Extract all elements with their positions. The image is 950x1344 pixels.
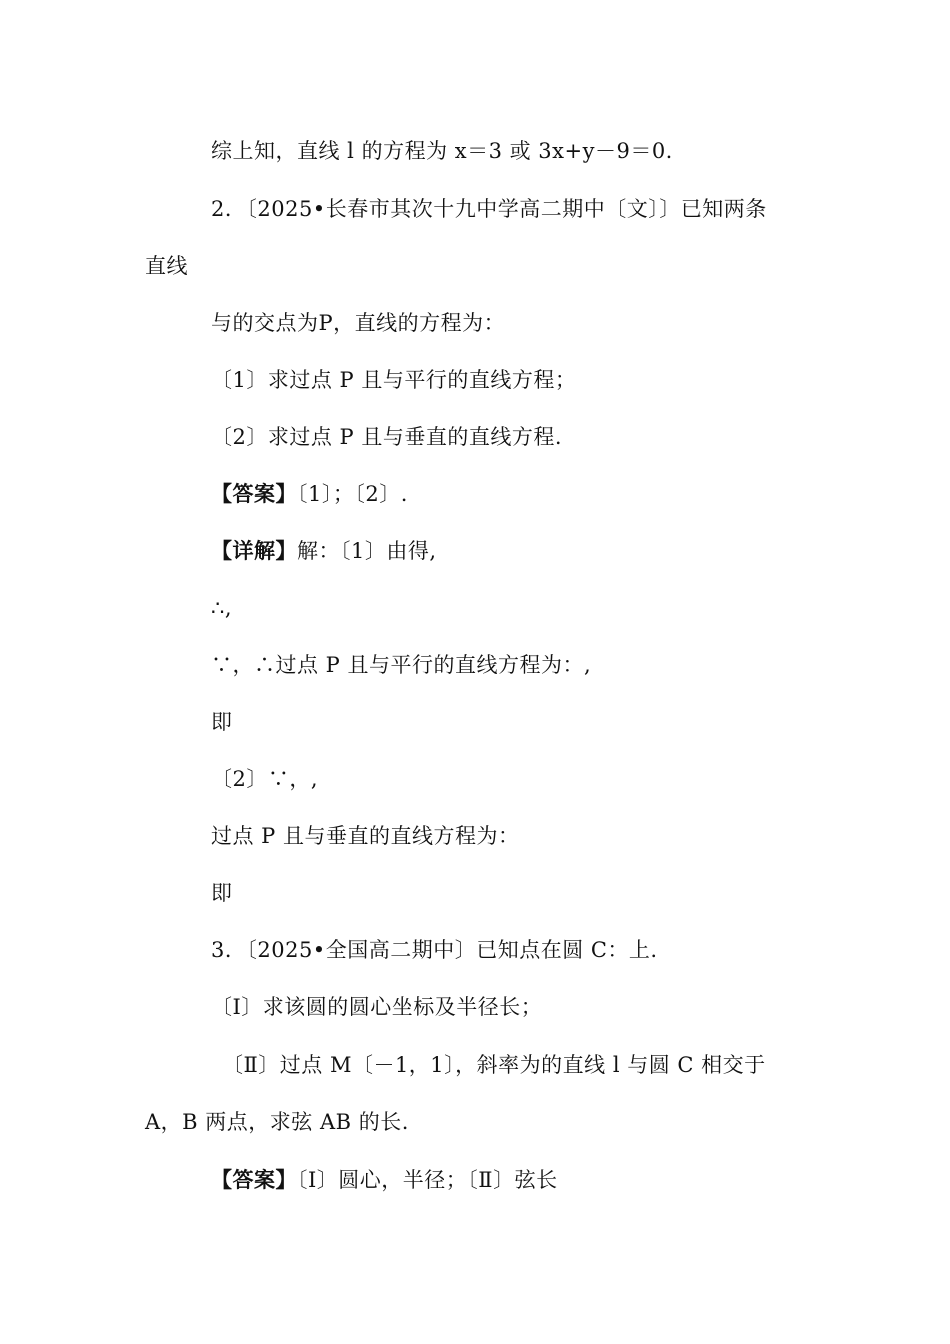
solution-step-part-2: 〔2〕∵，, <box>211 767 319 791</box>
solution-step-ji-2: 即 <box>211 881 233 905</box>
solution-step-perpendicular: 过点 P 且与垂直的直线方程为： <box>211 824 520 848</box>
solution-step-therefore: ∴, <box>211 596 233 620</box>
question-2-heading: 2．〔2025•长春市其次十九中学高二期中〔文〕〕已知两条 <box>211 197 767 221</box>
question-3-part-2-cont: A，B 两点，求弦 AB 的长. <box>145 1110 409 1134</box>
question-3-heading: 3．〔2025•全国高二期中〕已知点在圆 C：上. <box>211 938 658 962</box>
question-2-answer: 【答案】〔1〕；〔2〕. <box>211 481 408 506</box>
answer-label: 【答案】 <box>211 1167 297 1192</box>
summary-line: 综上知，直线 l 的方程为 x＝3 或 3x+y－9＝0. <box>211 139 673 163</box>
solution-step-parallel: ∵，∴过点 P 且与平行的直线方程为：, <box>211 653 592 677</box>
question-2-part-2: 〔2〕求过点 P 且与垂直的直线方程. <box>211 425 563 449</box>
solution-label: 【详解】 <box>211 538 297 563</box>
question-2-condition: 与的交点为P，直线的方程为： <box>211 311 506 335</box>
question-2-solution: 【详解】解：〔1〕由得, <box>211 538 437 563</box>
solution-step-ji-1: 即 <box>211 710 233 734</box>
answer-label: 【答案】 <box>211 481 297 506</box>
question-3-part-2: 〔Ⅱ〕过点 M〔－1，1〕，斜率为的直线 l 与圆 C 相交于 <box>222 1053 766 1077</box>
question-2-part-1: 〔1〕求过点 P 且与平行的直线方程； <box>211 368 577 392</box>
question-3-answer: 【答案】〔Ⅰ〕圆心，半径；〔Ⅱ〕弦长 <box>211 1167 558 1192</box>
question-2-heading-cont: 直线 <box>145 254 188 278</box>
question-3-part-1: 〔Ⅰ〕求该圆的圆心坐标及半径长； <box>211 995 543 1019</box>
